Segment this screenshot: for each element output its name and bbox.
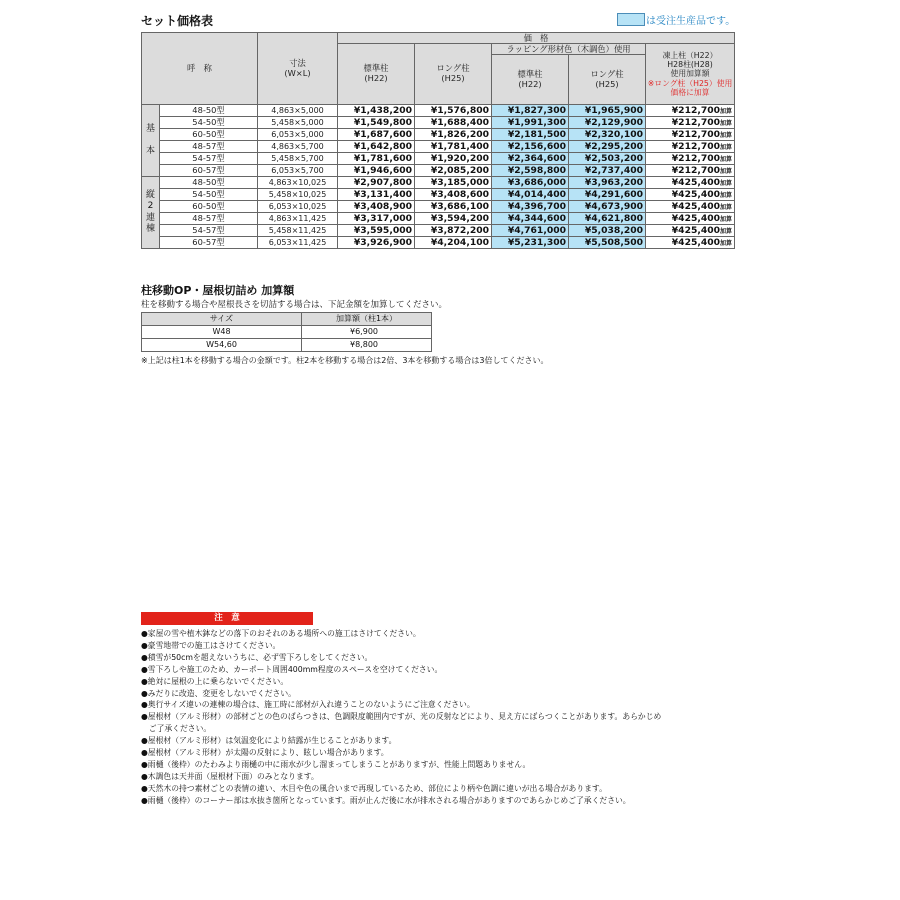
model-name-cell: 60-57型 (160, 165, 258, 177)
addon-amount: ¥8,800 (302, 339, 432, 352)
caution-item: ●木調色は天井面（屋根材下面）のみとなります。 (141, 771, 319, 781)
extra-amount-cell (646, 201, 735, 213)
extra-amount-value: ¥425,400 (671, 212, 721, 224)
caution-item: ご了承ください。 (141, 724, 212, 734)
table-row (142, 165, 735, 177)
extra-amount-cell (646, 177, 735, 189)
extra-amount-value: ¥212,700 (671, 128, 721, 140)
extra-amount-value: ¥212,700 (671, 140, 721, 152)
header-wrapping-group: ラッピング形材色（木調色）使用 (492, 44, 646, 55)
price-standard-cell: ¥1,687,600 (338, 129, 415, 141)
caution-item: ●雨樋（後枠）のたわみより雨樋の中に雨水が少し溜まってしまうことがありますが、性能上問題ありません。 (141, 759, 531, 769)
model-name-cell: 60-57型 (160, 237, 258, 249)
extra-amount-cell (646, 153, 735, 165)
price-wrap-long-cell: ¥2,295,200 (569, 141, 646, 153)
price-long-cell: ¥3,594,200 (415, 213, 492, 225)
extra-amount-suffix: 加算 (720, 239, 733, 247)
price-wrap-standard-cell: ¥2,364,600 (492, 153, 569, 165)
extra-amount-value: ¥212,700 (671, 104, 721, 116)
price-wrap-long-cell: ¥2,320,100 (569, 129, 646, 141)
dimension-cell: 4,863×5,000 (258, 105, 338, 117)
caution-item: ●雨樋（後枠）のコーナー部は水抜き箇所となっています。雨が止んだ後に水が排水される場合がありますのであらかじめご了承ください。 (141, 795, 631, 805)
price-long-cell: ¥3,686,100 (415, 201, 492, 213)
price-wrap-long-cell: ¥2,503,200 (569, 153, 646, 165)
price-wrap-standard-cell: ¥2,156,600 (492, 141, 569, 153)
header-dimension: 寸法 (W×L) (258, 33, 338, 105)
table-row (142, 177, 735, 189)
model-name-cell: 54-57型 (160, 153, 258, 165)
extra-amount-suffix: 加算 (720, 203, 733, 211)
extra-amount-suffix: 加算 (720, 167, 733, 175)
extra-amount-value: ¥425,400 (671, 224, 721, 236)
caution-item: ●雪下ろしや施工のため、カーポート周囲400mm程度のスペースを空けてください。 (141, 664, 443, 674)
extra-amount-cell (646, 225, 735, 237)
dimension-cell: 5,458×5,000 (258, 117, 338, 129)
header-long-post: ロング柱 (H25) (415, 44, 492, 105)
price-wrap-long-cell: ¥4,621,800 (569, 213, 646, 225)
price-long-cell: ¥1,688,400 (415, 117, 492, 129)
addon-header-amount: 加算額（柱1本） (302, 313, 432, 326)
price-wrap-long-cell: ¥1,965,900 (569, 105, 646, 117)
price-wrap-long-cell: ¥4,673,900 (569, 201, 646, 213)
extra-amount-value: ¥212,700 (671, 152, 721, 164)
price-long-cell: ¥3,408,600 (415, 189, 492, 201)
caution-list (141, 628, 661, 807)
model-name-cell: 54-50型 (160, 117, 258, 129)
price-standard-cell: ¥1,642,800 (338, 141, 415, 153)
header-name: 呼 称 (142, 33, 258, 105)
set-price-table (141, 32, 735, 249)
extra-amount-cell (646, 189, 735, 201)
extra-amount-cell (646, 129, 735, 141)
table-row (142, 153, 735, 165)
caution-item: ●天然木の持つ素材ごとの表情の違い、木目や色の風合いまで再現しているため、部位により柄や色調に違いが出る場合があります。 (141, 783, 607, 793)
caution-item: ●屋根材（アルミ形材）が太陽の反射により、眩しい場合があります。 (141, 748, 389, 758)
model-name-cell: 48-57型 (160, 141, 258, 153)
made-to-order-legend-swatch (617, 13, 645, 26)
price-long-cell: ¥1,576,800 (415, 105, 492, 117)
extra-amount-suffix: 加算 (720, 155, 733, 163)
price-long-cell: ¥2,085,200 (415, 165, 492, 177)
extra-amount-cell (646, 237, 735, 249)
extra-amount-value: ¥212,700 (671, 164, 721, 176)
price-long-cell: ¥1,781,400 (415, 141, 492, 153)
table-row (142, 117, 735, 129)
caution-heading: 注 意 (141, 612, 313, 625)
model-name-cell: 60-50型 (160, 129, 258, 141)
addon-amount: ¥6,900 (302, 326, 432, 339)
model-name-cell: 60-50型 (160, 201, 258, 213)
price-wrap-standard-cell: ¥1,991,300 (492, 117, 569, 129)
extra-amount-suffix: 加算 (720, 119, 733, 127)
addon-header-size: サイズ (142, 313, 302, 326)
dimension-cell: 4,863×5,700 (258, 141, 338, 153)
caution-item: ●屋根材（アルミ形材）は気温変化により結露が生じることがあります。 (141, 736, 397, 746)
header-extra-amount: 凍上柱（H22） H28柱(H28) 使用加算額 ※ロング柱（H25）使用 価格に加算 (646, 44, 735, 105)
price-standard-cell: ¥1,549,800 (338, 117, 415, 129)
dimension-cell: 4,863×10,025 (258, 177, 338, 189)
extra-amount-value: ¥212,700 (671, 116, 721, 128)
dimension-cell: 4,863×11,425 (258, 213, 338, 225)
caution-item: ●奥行サイズ違いの連棟の場合は、施工時に部材が入れ違うことのないようにご注意ください。 (141, 700, 475, 710)
addon-size: W48 (142, 326, 302, 339)
caution-item: ●家屋の雪や植木鉢などの落下のおそれのある場所への施工はさけてください。 (141, 629, 421, 638)
price-wrap-standard-cell: ¥4,014,400 (492, 189, 569, 201)
price-wrap-standard-cell: ¥5,231,300 (492, 237, 569, 249)
table-row (142, 237, 735, 249)
model-name-cell: 48-50型 (160, 177, 258, 189)
price-standard-cell: ¥3,595,000 (338, 225, 415, 237)
addon-size: W54,60 (142, 339, 302, 352)
price-long-cell: ¥3,185,000 (415, 177, 492, 189)
price-wrap-long-cell: ¥5,038,200 (569, 225, 646, 237)
addon-description: 柱を移動する場合や屋根長さを切詰する場合は、下記金額を加算してください。 (141, 300, 448, 310)
price-standard-cell: ¥3,926,900 (338, 237, 415, 249)
model-name-cell: 48-57型 (160, 213, 258, 225)
table-row (142, 129, 735, 141)
price-wrap-long-cell: ¥3,963,200 (569, 177, 646, 189)
extra-amount-cell (646, 105, 735, 117)
extra-amount-suffix: 加算 (720, 131, 733, 139)
extra-amount-value: ¥425,400 (671, 236, 721, 248)
price-wrap-standard-cell: ¥1,827,300 (492, 105, 569, 117)
price-wrap-standard-cell: ¥4,761,000 (492, 225, 569, 237)
header-wrap-long-post: ロング柱 (H25) (569, 55, 646, 105)
caution-item: ●豪雪地帯での施工はさけてください。 (141, 640, 281, 650)
price-wrap-standard-cell: ¥3,686,000 (492, 177, 569, 189)
extra-amount-suffix: 加算 (720, 215, 733, 223)
table-row (142, 213, 735, 225)
extra-amount-cell (646, 165, 735, 177)
dimension-cell: 6,053×5,000 (258, 129, 338, 141)
price-wrap-standard-cell: ¥4,396,700 (492, 201, 569, 213)
extra-amount-suffix: 加算 (720, 107, 733, 115)
price-wrap-standard-cell: ¥4,344,600 (492, 213, 569, 225)
extra-amount-value: ¥425,400 (671, 188, 721, 200)
table-row (142, 105, 735, 117)
price-wrap-standard-cell: ¥2,181,500 (492, 129, 569, 141)
price-standard-cell: ¥3,131,400 (338, 189, 415, 201)
extra-amount-cell (646, 117, 735, 129)
price-standard-cell: ¥1,946,600 (338, 165, 415, 177)
table-row (142, 141, 735, 153)
header-wrap-standard-post: 標準柱 (H22) (492, 55, 569, 105)
price-standard-cell: ¥3,317,000 (338, 213, 415, 225)
model-name-cell: 54-57型 (160, 225, 258, 237)
price-long-cell: ¥3,872,200 (415, 225, 492, 237)
row-group-label: 基 本 (142, 105, 160, 177)
price-wrap-long-cell: ¥4,291,600 (569, 189, 646, 201)
extra-amount-suffix: 加算 (720, 179, 733, 187)
caution-item: ●絶対に屋根の上に乗らないでください。 (141, 676, 289, 686)
price-long-cell: ¥4,204,100 (415, 237, 492, 249)
row-group-label: 縦 2 連 棟 (142, 177, 160, 249)
price-standard-cell: ¥1,781,600 (338, 153, 415, 165)
model-name-cell: 54-50型 (160, 189, 258, 201)
made-to-order-legend-text: は受注生産品です。 (646, 16, 736, 27)
extra-amount-cell (646, 141, 735, 153)
price-wrap-long-cell: ¥2,129,900 (569, 117, 646, 129)
addon-note: ※上記は柱1本を移動する場合の金額です。柱2本を移動する場合は2倍、3本を移動する場合は3倍してください。 (141, 356, 549, 365)
table-row (142, 225, 735, 237)
dimension-cell: 6,053×10,025 (258, 201, 338, 213)
dimension-cell: 5,458×10,025 (258, 189, 338, 201)
dimension-cell: 6,053×5,700 (258, 165, 338, 177)
table-row (142, 339, 432, 352)
price-standard-cell: ¥2,907,800 (338, 177, 415, 189)
table-row (142, 326, 432, 339)
table-row (142, 189, 735, 201)
caution-item: ●積雪が50cmを超えないうちに、必ず雪下ろしをしてください。 (141, 652, 373, 662)
price-standard-cell: ¥1,438,200 (338, 105, 415, 117)
extra-amount-cell (646, 213, 735, 225)
price-wrap-long-cell: ¥5,508,500 (569, 237, 646, 249)
price-wrap-long-cell: ¥2,737,400 (569, 165, 646, 177)
extra-amount-suffix: 加算 (720, 191, 733, 199)
price-wrap-standard-cell: ¥2,598,800 (492, 165, 569, 177)
price-long-cell: ¥1,826,200 (415, 129, 492, 141)
dimension-cell: 5,458×11,425 (258, 225, 338, 237)
addon-title: 柱移動OP・屋根切詰め 加算額 (141, 284, 295, 297)
extra-amount-value: ¥425,400 (671, 200, 721, 212)
caution-item: ●屋根材（アルミ形材）の部材ごとの色のばらつきは、色調限度範囲内ですが、光の反射などにより、見え方にばらつくことがあります。あらかじめ (141, 712, 662, 722)
table-row (142, 201, 735, 213)
extra-amount-value: ¥425,400 (671, 176, 721, 188)
price-long-cell: ¥1,920,200 (415, 153, 492, 165)
extra-amount-suffix: 加算 (720, 227, 733, 235)
model-name-cell: 48-50型 (160, 105, 258, 117)
caution-item: ●みだりに改造、変更をしないでください。 (141, 688, 296, 698)
header-price-group: 価 格 (338, 33, 735, 44)
price-standard-cell: ¥3,408,900 (338, 201, 415, 213)
extra-amount-suffix: 加算 (720, 143, 733, 151)
header-standard-post: 標準柱 (H22) (338, 44, 415, 105)
page-title: セット価格表 (141, 14, 214, 28)
dimension-cell: 5,458×5,700 (258, 153, 338, 165)
dimension-cell: 6,053×11,425 (258, 237, 338, 249)
addon-table (141, 312, 432, 352)
